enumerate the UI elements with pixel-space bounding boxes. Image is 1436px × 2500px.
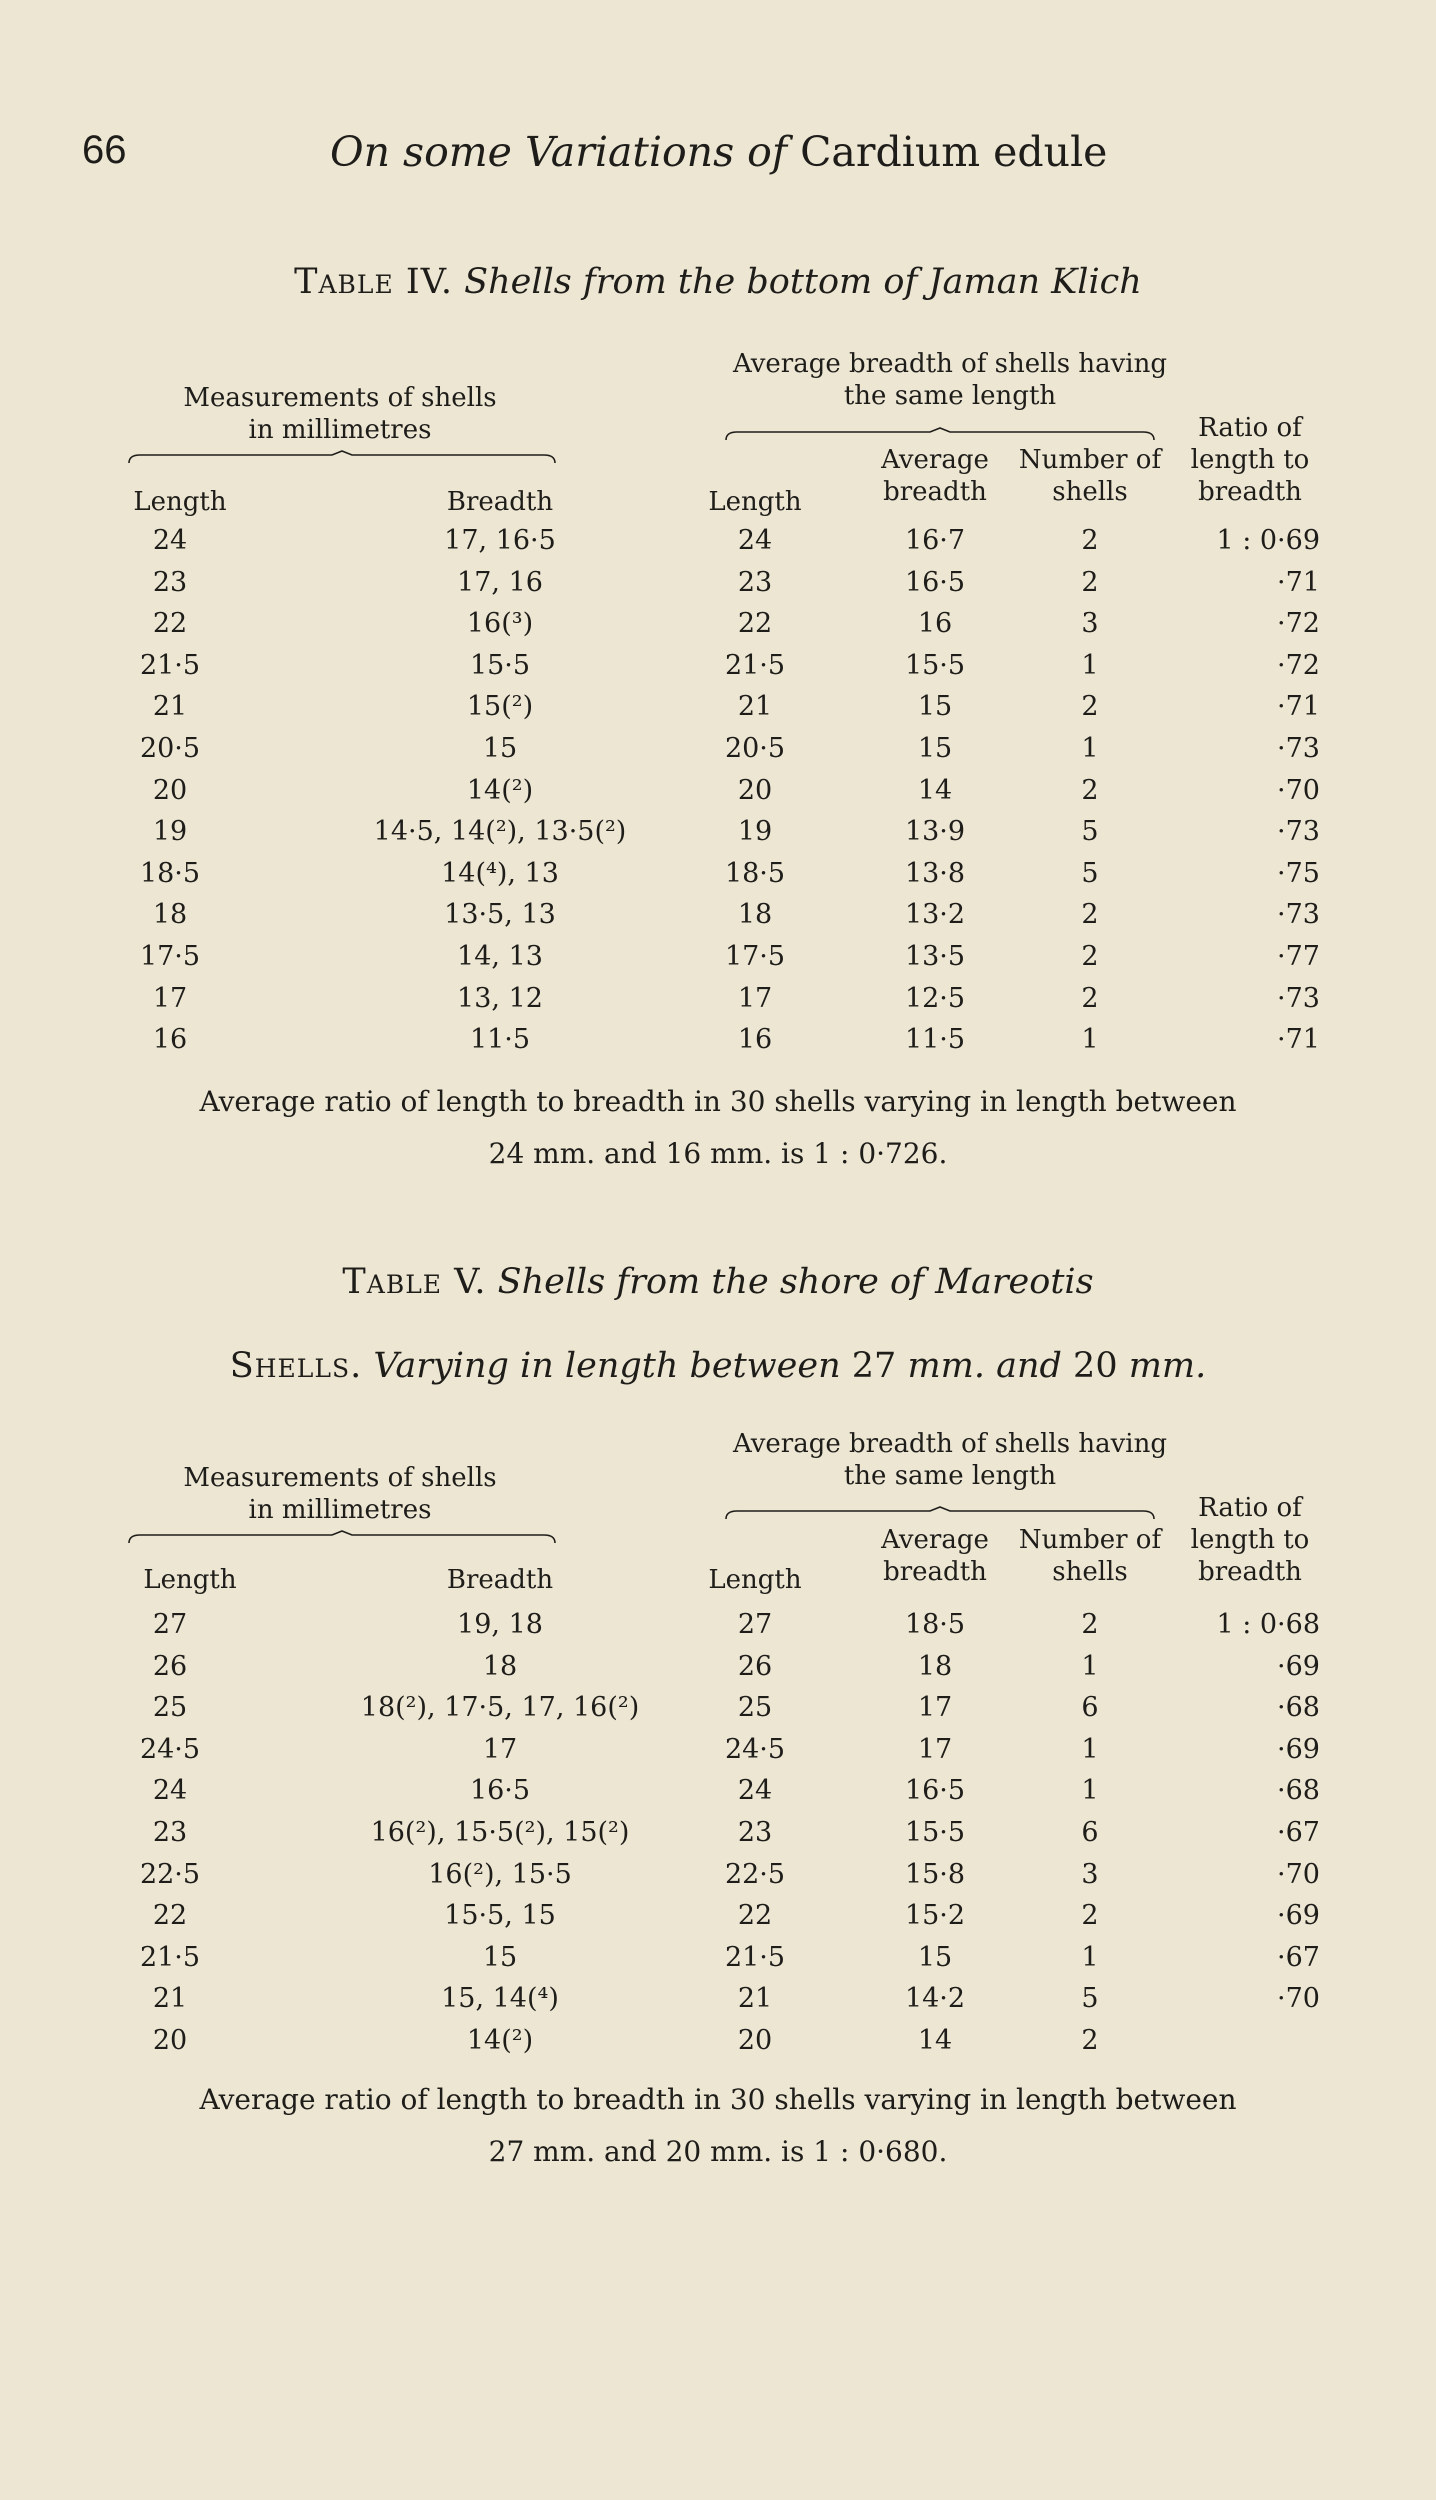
cell-length: 17 xyxy=(152,982,188,1014)
table5-title xyxy=(0,1262,1436,1302)
cell-length: 16 xyxy=(152,1024,188,1056)
cell-length: 24·5 xyxy=(139,1733,201,1765)
cell-length: 17·5 xyxy=(139,941,201,972)
cell-ratio: ·69 xyxy=(1277,1650,1320,1682)
cell-avg-length: 20·5 xyxy=(724,733,786,764)
cell-avg-breadth: 13·9 xyxy=(904,816,966,848)
table-row xyxy=(0,1854,1436,1896)
table5-label: Table V. xyxy=(342,1262,487,1302)
table-row xyxy=(0,1646,1436,1688)
cell-avg-breadth: 18 xyxy=(917,1650,953,1682)
table5-col-breadth: Breadth xyxy=(446,1565,554,1595)
cell-ratio: ·67 xyxy=(1277,1941,1320,1973)
cell-length: 18 xyxy=(152,899,188,931)
table5-subtitle-text1: Varying in length between xyxy=(373,1346,841,1386)
table-row xyxy=(0,603,1436,645)
cell-avg-length: 17 xyxy=(737,982,773,1014)
table-row xyxy=(0,936,1436,978)
table5-col-length: Length xyxy=(143,1565,237,1595)
table4-summary-line1: Average ratio of length to breadth in 30 shells varying in length between xyxy=(199,1085,1237,1118)
cell-number: 5 xyxy=(1081,857,1099,889)
table5-average-header xyxy=(700,1428,1200,1492)
cell-ratio: ·70 xyxy=(1277,1983,1320,2015)
cell-length: 26 xyxy=(152,1650,188,1682)
cell-number: 1 xyxy=(1081,1650,1099,1682)
cell-breadth: 14, 13 xyxy=(457,941,543,972)
table4-ratio-header xyxy=(1170,412,1330,508)
cell-number: 1 xyxy=(1081,1775,1099,1807)
table5-caption: Shells from the shore of Mareotis xyxy=(497,1262,1094,1302)
cell-ratio: ·73 xyxy=(1277,982,1320,1014)
cell-avg-breadth: 16 xyxy=(917,608,953,640)
table5-measurements-brace xyxy=(128,1530,556,1544)
table4-summary-line2: 24 mm. and 16 mm. is 1 : 0·726. xyxy=(488,1137,948,1170)
table5-subtitle-text3: mm. xyxy=(1128,1346,1207,1386)
table4-label: Table IV. xyxy=(294,262,454,302)
table4-measurements-header-line2: in millimetres xyxy=(248,415,432,445)
table4-col-breadth: Breadth xyxy=(446,487,554,517)
cell-ratio: ·68 xyxy=(1277,1775,1320,1807)
table4-col-number-line1: Number of xyxy=(1018,445,1162,475)
cell-breadth: 14(⁴), 13 xyxy=(441,857,559,889)
table-row xyxy=(0,1978,1436,2020)
cell-length: 21 xyxy=(152,691,188,723)
cell-number: 2 xyxy=(1081,982,1099,1014)
cell-breadth: 14(²) xyxy=(466,774,534,806)
cell-length: 27 xyxy=(152,1609,188,1640)
table4-ratio-header-line1: Ratio of xyxy=(1198,413,1302,443)
cell-avg-breadth: 14·2 xyxy=(904,1983,966,2015)
table5-average-brace xyxy=(725,1506,1155,1520)
cell-number: 1 xyxy=(1081,733,1099,764)
cell-breadth: 15(²) xyxy=(466,691,534,723)
table4-col-number-line2: shells xyxy=(1052,477,1128,507)
cell-avg-breadth: 15 xyxy=(917,1941,953,1973)
cell-breadth: 16(²), 15·5 xyxy=(428,1858,572,1890)
table5-summary-line1: Average ratio of length to breadth in 30 shells varying in length between xyxy=(199,2083,1237,2116)
table-row xyxy=(0,728,1436,770)
cell-avg-breadth: 16·5 xyxy=(904,1775,966,1807)
cell-avg-breadth: 15 xyxy=(917,733,953,764)
cell-number: 1 xyxy=(1081,1024,1099,1056)
cell-breadth: 16(²), 15·5(²), 15(²) xyxy=(370,1817,630,1848)
cell-avg-breadth: 16·5 xyxy=(904,566,966,598)
cell-length: 23 xyxy=(152,566,188,598)
table-row xyxy=(0,1770,1436,1812)
cell-ratio: ·71 xyxy=(1277,1024,1320,1056)
table-row xyxy=(0,2020,1436,2062)
cell-ratio: ·69 xyxy=(1277,1900,1320,1932)
cell-avg-length: 21 xyxy=(737,691,773,723)
cell-breadth: 17, 16·5 xyxy=(444,525,556,556)
cell-avg-breadth: 15·5 xyxy=(904,649,966,681)
cell-number: 1 xyxy=(1081,1941,1099,1973)
table4-caption: Shells from the bottom of Jaman Klich xyxy=(464,262,1142,302)
cell-length: 22 xyxy=(152,1900,188,1932)
cell-ratio: ·75 xyxy=(1277,857,1320,889)
cell-breadth: 19, 18 xyxy=(457,1609,543,1640)
cell-avg-length: 22 xyxy=(737,1900,773,1932)
cell-number: 1 xyxy=(1081,649,1099,681)
cell-breadth: 14(²) xyxy=(466,2025,534,2056)
table5-subtitle-text2: mm. and xyxy=(907,1346,1062,1386)
table5-ratio-header xyxy=(1170,1492,1330,1588)
cell-number: 6 xyxy=(1081,1817,1099,1848)
table5-col-average xyxy=(865,1524,1005,1588)
table4-col-average-line2: breadth xyxy=(883,477,987,507)
cell-ratio: ·77 xyxy=(1277,941,1320,972)
table4-col-length: Length xyxy=(133,487,227,517)
cell-number: 2 xyxy=(1081,941,1099,972)
table-row xyxy=(0,645,1436,687)
cell-avg-breadth: 13·5 xyxy=(904,941,966,972)
cell-number: 3 xyxy=(1081,608,1099,640)
cell-avg-length: 24 xyxy=(737,525,773,556)
table4-average-brace xyxy=(725,427,1155,441)
cell-length: 24 xyxy=(152,525,188,556)
cell-avg-breadth: 18·5 xyxy=(904,1609,966,1640)
cell-ratio: ·73 xyxy=(1277,816,1320,848)
table5-subtitle-num2: 20 xyxy=(1073,1346,1118,1386)
table5-average-header-line1: Average breadth of shells having xyxy=(733,1429,1167,1459)
cell-avg-breadth: 15·8 xyxy=(904,1858,966,1890)
cell-avg-length: 18 xyxy=(737,899,773,931)
page-number: 66 xyxy=(82,128,127,172)
table-row xyxy=(0,811,1436,853)
table5-subtitle-num1: 27 xyxy=(851,1346,897,1386)
cell-avg-length: 21·5 xyxy=(724,649,786,681)
cell-number: 2 xyxy=(1081,525,1099,556)
table5-ratio-header-line1: Ratio of xyxy=(1198,1493,1302,1523)
table5-summary xyxy=(0,2074,1436,2178)
cell-avg-breadth: 17 xyxy=(917,1733,953,1765)
table-row xyxy=(0,853,1436,895)
cell-avg-breadth: 13·8 xyxy=(904,857,966,889)
cell-avg-length: 22·5 xyxy=(724,1858,786,1890)
cell-breadth: 17 xyxy=(482,1733,518,1765)
table5-col-number-line1: Number of xyxy=(1018,1525,1162,1555)
cell-breadth: 11·5 xyxy=(469,1024,531,1056)
table4-col-average-line1: Average xyxy=(881,445,989,475)
cell-length: 20 xyxy=(152,2025,188,2056)
cell-ratio: ·71 xyxy=(1277,566,1320,598)
cell-avg-breadth: 11·5 xyxy=(904,1024,966,1056)
cell-length: 20·5 xyxy=(139,733,201,764)
table4-ratio-header-line2: length to xyxy=(1190,445,1310,475)
table-row xyxy=(0,1019,1436,1061)
table4-ratio-header-line3: breadth xyxy=(1198,477,1302,507)
cell-avg-length: 16 xyxy=(737,1024,773,1056)
cell-avg-length: 20 xyxy=(737,2025,773,2056)
table5-col-length2: Length xyxy=(708,1565,802,1595)
table-row xyxy=(0,562,1436,604)
cell-avg-length: 27 xyxy=(737,1609,773,1640)
table5-measurements-header-line2: in millimetres xyxy=(248,1495,432,1525)
table5-measurements-header xyxy=(140,1462,540,1526)
cell-breadth: 13·5, 13 xyxy=(444,899,556,931)
cell-ratio: ·69 xyxy=(1277,1733,1320,1765)
cell-avg-breadth: 13·2 xyxy=(904,899,966,931)
table-row xyxy=(0,1937,1436,1979)
table4-col-average xyxy=(865,444,1005,508)
cell-avg-length: 23 xyxy=(737,566,773,598)
table5-col-average-line1: Average xyxy=(881,1525,989,1555)
cell-breadth: 18(²), 17·5, 17, 16(²) xyxy=(360,1692,640,1724)
table4-average-header-line2: the same length xyxy=(843,381,1057,411)
table-row xyxy=(0,978,1436,1020)
cell-number: 2 xyxy=(1081,691,1099,723)
running-title-species: Cardium edule xyxy=(800,128,1108,176)
table-row xyxy=(0,894,1436,936)
table5-summary-line2: 27 mm. and 20 mm. is 1 : 0·680. xyxy=(488,2135,948,2168)
cell-ratio: ·70 xyxy=(1277,1858,1320,1890)
table5-col-number-line2: shells xyxy=(1052,1557,1128,1587)
cell-ratio: ·72 xyxy=(1277,649,1320,681)
cell-avg-breadth: 17 xyxy=(917,1692,953,1724)
cell-ratio: ·73 xyxy=(1277,733,1320,764)
cell-number: 2 xyxy=(1081,566,1099,598)
cell-number: 2 xyxy=(1081,2025,1099,2056)
cell-avg-length: 18·5 xyxy=(724,857,786,889)
cell-breadth: 17, 16 xyxy=(457,566,543,598)
table-row xyxy=(0,770,1436,812)
cell-length: 22 xyxy=(152,608,188,640)
cell-number: 2 xyxy=(1081,899,1099,931)
table5-ratio-header-line2: length to xyxy=(1190,1525,1310,1555)
table-row xyxy=(0,1687,1436,1729)
table5-subtitle-label: Shells. xyxy=(229,1346,363,1386)
cell-breadth: 15·5 xyxy=(469,649,531,681)
cell-length: 23 xyxy=(152,1817,188,1848)
cell-avg-length: 23 xyxy=(737,1817,773,1848)
cell-ratio: ·72 xyxy=(1277,608,1320,640)
cell-avg-length: 22 xyxy=(737,608,773,640)
table-row xyxy=(0,1729,1436,1771)
table4-title xyxy=(0,262,1436,302)
table5-ratio-header-line3: breadth xyxy=(1198,1557,1302,1587)
cell-length: 21·5 xyxy=(139,1941,201,1973)
cell-breadth: 14·5, 14(²), 13·5(²) xyxy=(373,816,627,848)
running-title-italic: On some Variations of xyxy=(330,128,788,176)
cell-length: 18·5 xyxy=(139,857,201,889)
cell-number: 6 xyxy=(1081,1692,1099,1724)
cell-number: 2 xyxy=(1081,1900,1099,1932)
table-row xyxy=(0,1895,1436,1937)
cell-ratio: ·71 xyxy=(1277,691,1320,723)
cell-length: 22·5 xyxy=(139,1858,201,1890)
cell-ratio: ·70 xyxy=(1277,774,1320,806)
cell-avg-breadth: 15·5 xyxy=(904,1817,966,1848)
cell-length: 25 xyxy=(152,1692,188,1724)
cell-avg-length: 19 xyxy=(737,816,773,848)
running-title xyxy=(330,128,1107,176)
table-row xyxy=(0,1812,1436,1854)
cell-ratio: ·67 xyxy=(1277,1817,1320,1848)
cell-avg-length: 24·5 xyxy=(724,1733,786,1765)
table5-measurements-header-line1: Measurements of shells xyxy=(183,1463,497,1493)
cell-ratio: ·73 xyxy=(1277,899,1320,931)
cell-avg-breadth: 14 xyxy=(917,774,953,806)
cell-avg-breadth: 16·7 xyxy=(904,525,966,556)
cell-breadth: 16·5 xyxy=(469,1775,531,1807)
cell-number: 5 xyxy=(1081,1983,1099,2015)
cell-ratio: 1 : 0·69 xyxy=(1216,525,1320,556)
table4-measurements-header-line1: Measurements of shells xyxy=(183,383,497,413)
cell-breadth: 15·5, 15 xyxy=(444,1900,556,1932)
cell-avg-breadth: 12·5 xyxy=(904,982,966,1014)
cell-length: 19 xyxy=(152,816,188,848)
table5-col-number xyxy=(1010,1524,1170,1588)
cell-ratio: ·68 xyxy=(1277,1692,1320,1724)
cell-number: 5 xyxy=(1081,816,1099,848)
cell-avg-breadth: 15 xyxy=(917,691,953,723)
cell-avg-breadth: 15·2 xyxy=(904,1900,966,1932)
cell-breadth: 18 xyxy=(482,1650,518,1682)
cell-avg-length: 26 xyxy=(737,1650,773,1682)
cell-avg-length: 21 xyxy=(737,1983,773,2015)
cell-number: 1 xyxy=(1081,1733,1099,1765)
table4-col-length2: Length xyxy=(708,487,802,517)
cell-breadth: 15 xyxy=(482,1941,518,1973)
table5-col-average-line2: breadth xyxy=(883,1557,987,1587)
cell-length: 21 xyxy=(152,1983,188,2015)
cell-avg-length: 21·5 xyxy=(724,1941,786,1973)
table5-average-header-line2: the same length xyxy=(843,1461,1057,1491)
cell-avg-breadth: 14 xyxy=(917,2025,953,2056)
cell-length: 20 xyxy=(152,774,188,806)
table4-summary xyxy=(0,1076,1436,1180)
cell-length: 21·5 xyxy=(139,649,201,681)
cell-avg-length: 17·5 xyxy=(724,941,786,972)
cell-number: 2 xyxy=(1081,774,1099,806)
cell-number: 2 xyxy=(1081,1609,1099,1640)
table4-average-header xyxy=(700,348,1200,412)
cell-ratio: 1 : 0·68 xyxy=(1216,1609,1320,1640)
table-row xyxy=(0,686,1436,728)
cell-breadth: 15 xyxy=(482,733,518,764)
table-row xyxy=(0,520,1436,562)
table5-subtitle xyxy=(0,1346,1436,1386)
table4-col-number xyxy=(1010,444,1170,508)
table-row xyxy=(0,1604,1436,1646)
running-header xyxy=(0,128,1436,178)
cell-avg-length: 20 xyxy=(737,774,773,806)
cell-breadth: 15, 14(⁴) xyxy=(441,1983,559,2015)
cell-number: 3 xyxy=(1081,1858,1099,1890)
cell-avg-length: 24 xyxy=(737,1775,773,1807)
cell-avg-length: 25 xyxy=(737,1692,773,1724)
table4-measurements-brace xyxy=(128,450,556,464)
cell-length: 24 xyxy=(152,1775,188,1807)
table4-average-header-line1: Average breadth of shells having xyxy=(733,349,1167,379)
table4-measurements-header xyxy=(140,382,540,446)
cell-breadth: 13, 12 xyxy=(457,982,543,1014)
cell-breadth: 16(³) xyxy=(466,608,534,640)
